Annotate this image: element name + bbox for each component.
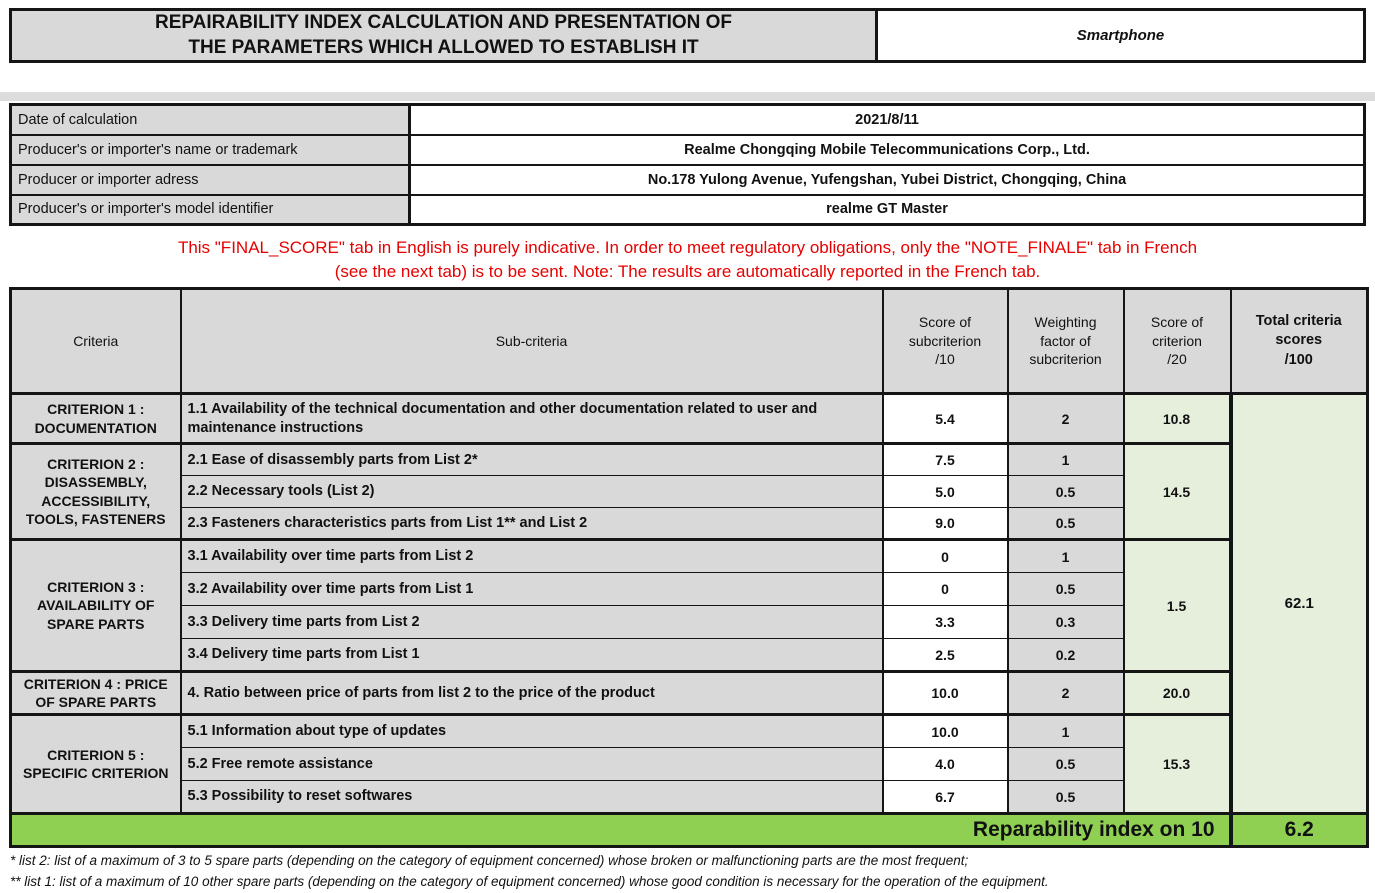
weight-2-2: 0.5 (1008, 476, 1124, 508)
subcriterion-2-2: 2.2 Necessary tools (List 2) (181, 476, 883, 508)
subscore-1-1: 5.4 (883, 394, 1008, 444)
header-sub-criteria: Sub-criteria (181, 289, 883, 394)
header-weight (1008, 289, 1124, 394)
report-title (12, 11, 878, 60)
subscore-4: 10.0 (883, 672, 1008, 715)
repairability-index-label: Reparability index on 10 (11, 814, 1231, 847)
info-value-producer-address: No.178 Yulong Avenue, Yufengshan, Yubei District, Chongqing, China (410, 165, 1365, 195)
header-weight-line2: factor of (1040, 332, 1091, 349)
subscore-3-2: 0 (883, 573, 1008, 606)
header-sub-score (883, 289, 1008, 394)
divider-strip (0, 92, 1375, 101)
subcriterion-5-2: 5.2 Free remote assistance (181, 748, 883, 781)
table-row (11, 715, 1368, 748)
subcriterion-3-1: 3.1 Availability over time parts from List 2 (181, 540, 883, 573)
header-total-line1: Total criteria (1255, 312, 1342, 329)
header-total-line3: /100 (1284, 351, 1313, 368)
info-value-model: realme GT Master (410, 195, 1365, 225)
subcriterion-1-1: 1.1 Availability of the technical documentation and other documentation related to user and maintenance instructions (181, 394, 883, 444)
info-label-date: Date of calculation (11, 105, 410, 135)
footnotes (10, 851, 1370, 893)
subcriterion-3-3: 3.3 Delivery time parts from List 2 (181, 606, 883, 639)
subcriterion-2-3: 2.3 Fasteners characteristics parts from List 1** and List 2 (181, 508, 883, 540)
info-label-model: Producer's or importer's model identifier (11, 195, 410, 225)
info-value-producer-name: Realme Chongqing Mobile Telecommunications Corp., Ltd. (410, 135, 1365, 165)
weight-5-2: 0.5 (1008, 748, 1124, 781)
weight-3-1: 1 (1008, 540, 1124, 573)
info-row-producer-name (11, 135, 1365, 165)
subcriterion-5-1: 5.1 Information about type of updates (181, 715, 883, 748)
info-label-producer-address: Producer or importer adress (11, 165, 410, 195)
header-sub-score-line2: subcriterion (908, 332, 982, 349)
subscore-3-3: 3.3 (883, 606, 1008, 639)
subcriterion-2-1: 2.1 Ease of disassembly parts from List 2* (181, 444, 883, 476)
info-row-model (11, 195, 1365, 225)
table-row (11, 394, 1368, 444)
criterion-4-score: 20.0 (1124, 672, 1231, 715)
report-title-line2: THE PARAMETERS WHICH ALLOWED TO ESTABLISH IT (188, 36, 699, 58)
product-info-table (9, 103, 1366, 226)
weight-3-3: 0.3 (1008, 606, 1124, 639)
total-criteria-score: 62.1 (1231, 394, 1368, 814)
criterion-4-cell: CRITERION 4 : PRICE OF SPARE PARTS (11, 672, 181, 715)
weight-3-4: 0.2 (1008, 639, 1124, 672)
regulatory-notice-line1: This "FINAL_SCORE" tab in English is purely indicative. In order to meet regulatory obligations, only the "NOTE_FINALE" tab in French (177, 238, 1198, 257)
info-value-date: 2021/8/11 (410, 105, 1365, 135)
subscore-2-1: 7.5 (883, 444, 1008, 476)
criterion-5-score: 15.3 (1124, 715, 1231, 814)
header-sub-score-line1: Score of (918, 313, 972, 330)
repairability-index-value: 6.2 (1231, 814, 1368, 847)
header-weight-line3: subcriterion (1029, 351, 1102, 368)
table-row (11, 444, 1368, 476)
header-crit-score (1124, 289, 1231, 394)
table-row (11, 672, 1368, 715)
weight-2-1: 1 (1008, 444, 1124, 476)
footnote-list1: ** list 1: list of a maximum of 10 other spare parts (depending on the category of equipment concerned) whose good condition is necessary for the operation of the equipment. (10, 873, 1049, 889)
header-crit-score-line2: criterion (1152, 332, 1202, 349)
regulatory-notice-line2: (see the next tab) is to be sent. Note: The results are automatically reported in the French tab. (334, 261, 1041, 281)
score-table-header-row (11, 289, 1368, 394)
regulatory-notice (0, 236, 1375, 284)
header-crit-score-line3: /20 (1167, 351, 1187, 368)
subscore-5-3: 6.7 (883, 781, 1008, 814)
subscore-3-4: 2.5 (883, 639, 1008, 672)
criterion-2-score: 14.5 (1124, 444, 1231, 540)
table-row (11, 540, 1368, 573)
header-total-line2: scores (1275, 332, 1323, 349)
report-header (9, 8, 1366, 63)
criterion-3-cell: CRITERION 3 : AVAILABILITY OF SPARE PARTS (11, 540, 181, 672)
subscore-2-2: 5.0 (883, 476, 1008, 508)
subscore-3-1: 0 (883, 540, 1008, 573)
header-weight-line1: Weighting (1034, 313, 1097, 330)
subcriterion-5-3: 5.3 Possibility to reset softwares (181, 781, 883, 814)
info-row-producer-address (11, 165, 1365, 195)
header-criteria: Criteria (11, 289, 181, 394)
subscore-5-1: 10.0 (883, 715, 1008, 748)
subcriterion-3-2: 3.2 Availability over time parts from List 1 (181, 573, 883, 606)
header-sub-score-line3: /10 (935, 351, 955, 368)
weight-5-3: 0.5 (1008, 781, 1124, 814)
product-category: Smartphone (878, 11, 1363, 60)
report-title-line1: REPAIRABILITY INDEX CALCULATION AND PRESENTATION OF (154, 11, 733, 33)
subscore-2-3: 9.0 (883, 508, 1008, 540)
header-crit-score-line1: Score of (1150, 313, 1204, 330)
weight-1-1: 2 (1008, 394, 1124, 444)
weight-3-2: 0.5 (1008, 573, 1124, 606)
weight-4: 2 (1008, 672, 1124, 715)
footnote-list2: * list 2: list of a maximum of 3 to 5 spare parts (depending on the category of equipment concerned) whose broken or malfunctioning parts are the most frequent; (10, 853, 969, 868)
criterion-1-score: 10.8 (1124, 394, 1231, 444)
criterion-1-cell: CRITERION 1 : DOCUMENTATION (11, 394, 181, 444)
weight-5-1: 1 (1008, 715, 1124, 748)
header-total (1231, 289, 1368, 394)
criterion-3-score: 1.5 (1124, 540, 1231, 672)
criterion-2-cell: CRITERION 2 : DISASSEMBLY, ACCESSIBILITY, TOOLS, FASTENERS (11, 444, 181, 540)
subscore-5-2: 4.0 (883, 748, 1008, 781)
repairability-index-row (11, 814, 1368, 847)
criterion-5-cell: CRITERION 5 : SPECIFIC CRITERION (11, 715, 181, 814)
info-row-date (11, 105, 1365, 135)
subcriterion-4: 4. Ratio between price of parts from list 2 to the price of the product (181, 672, 883, 715)
weight-2-3: 0.5 (1008, 508, 1124, 540)
score-table (9, 287, 1369, 848)
info-label-producer-name: Producer's or importer's name or trademark (11, 135, 410, 165)
subcriterion-3-4: 3.4 Delivery time parts from List 1 (181, 639, 883, 672)
